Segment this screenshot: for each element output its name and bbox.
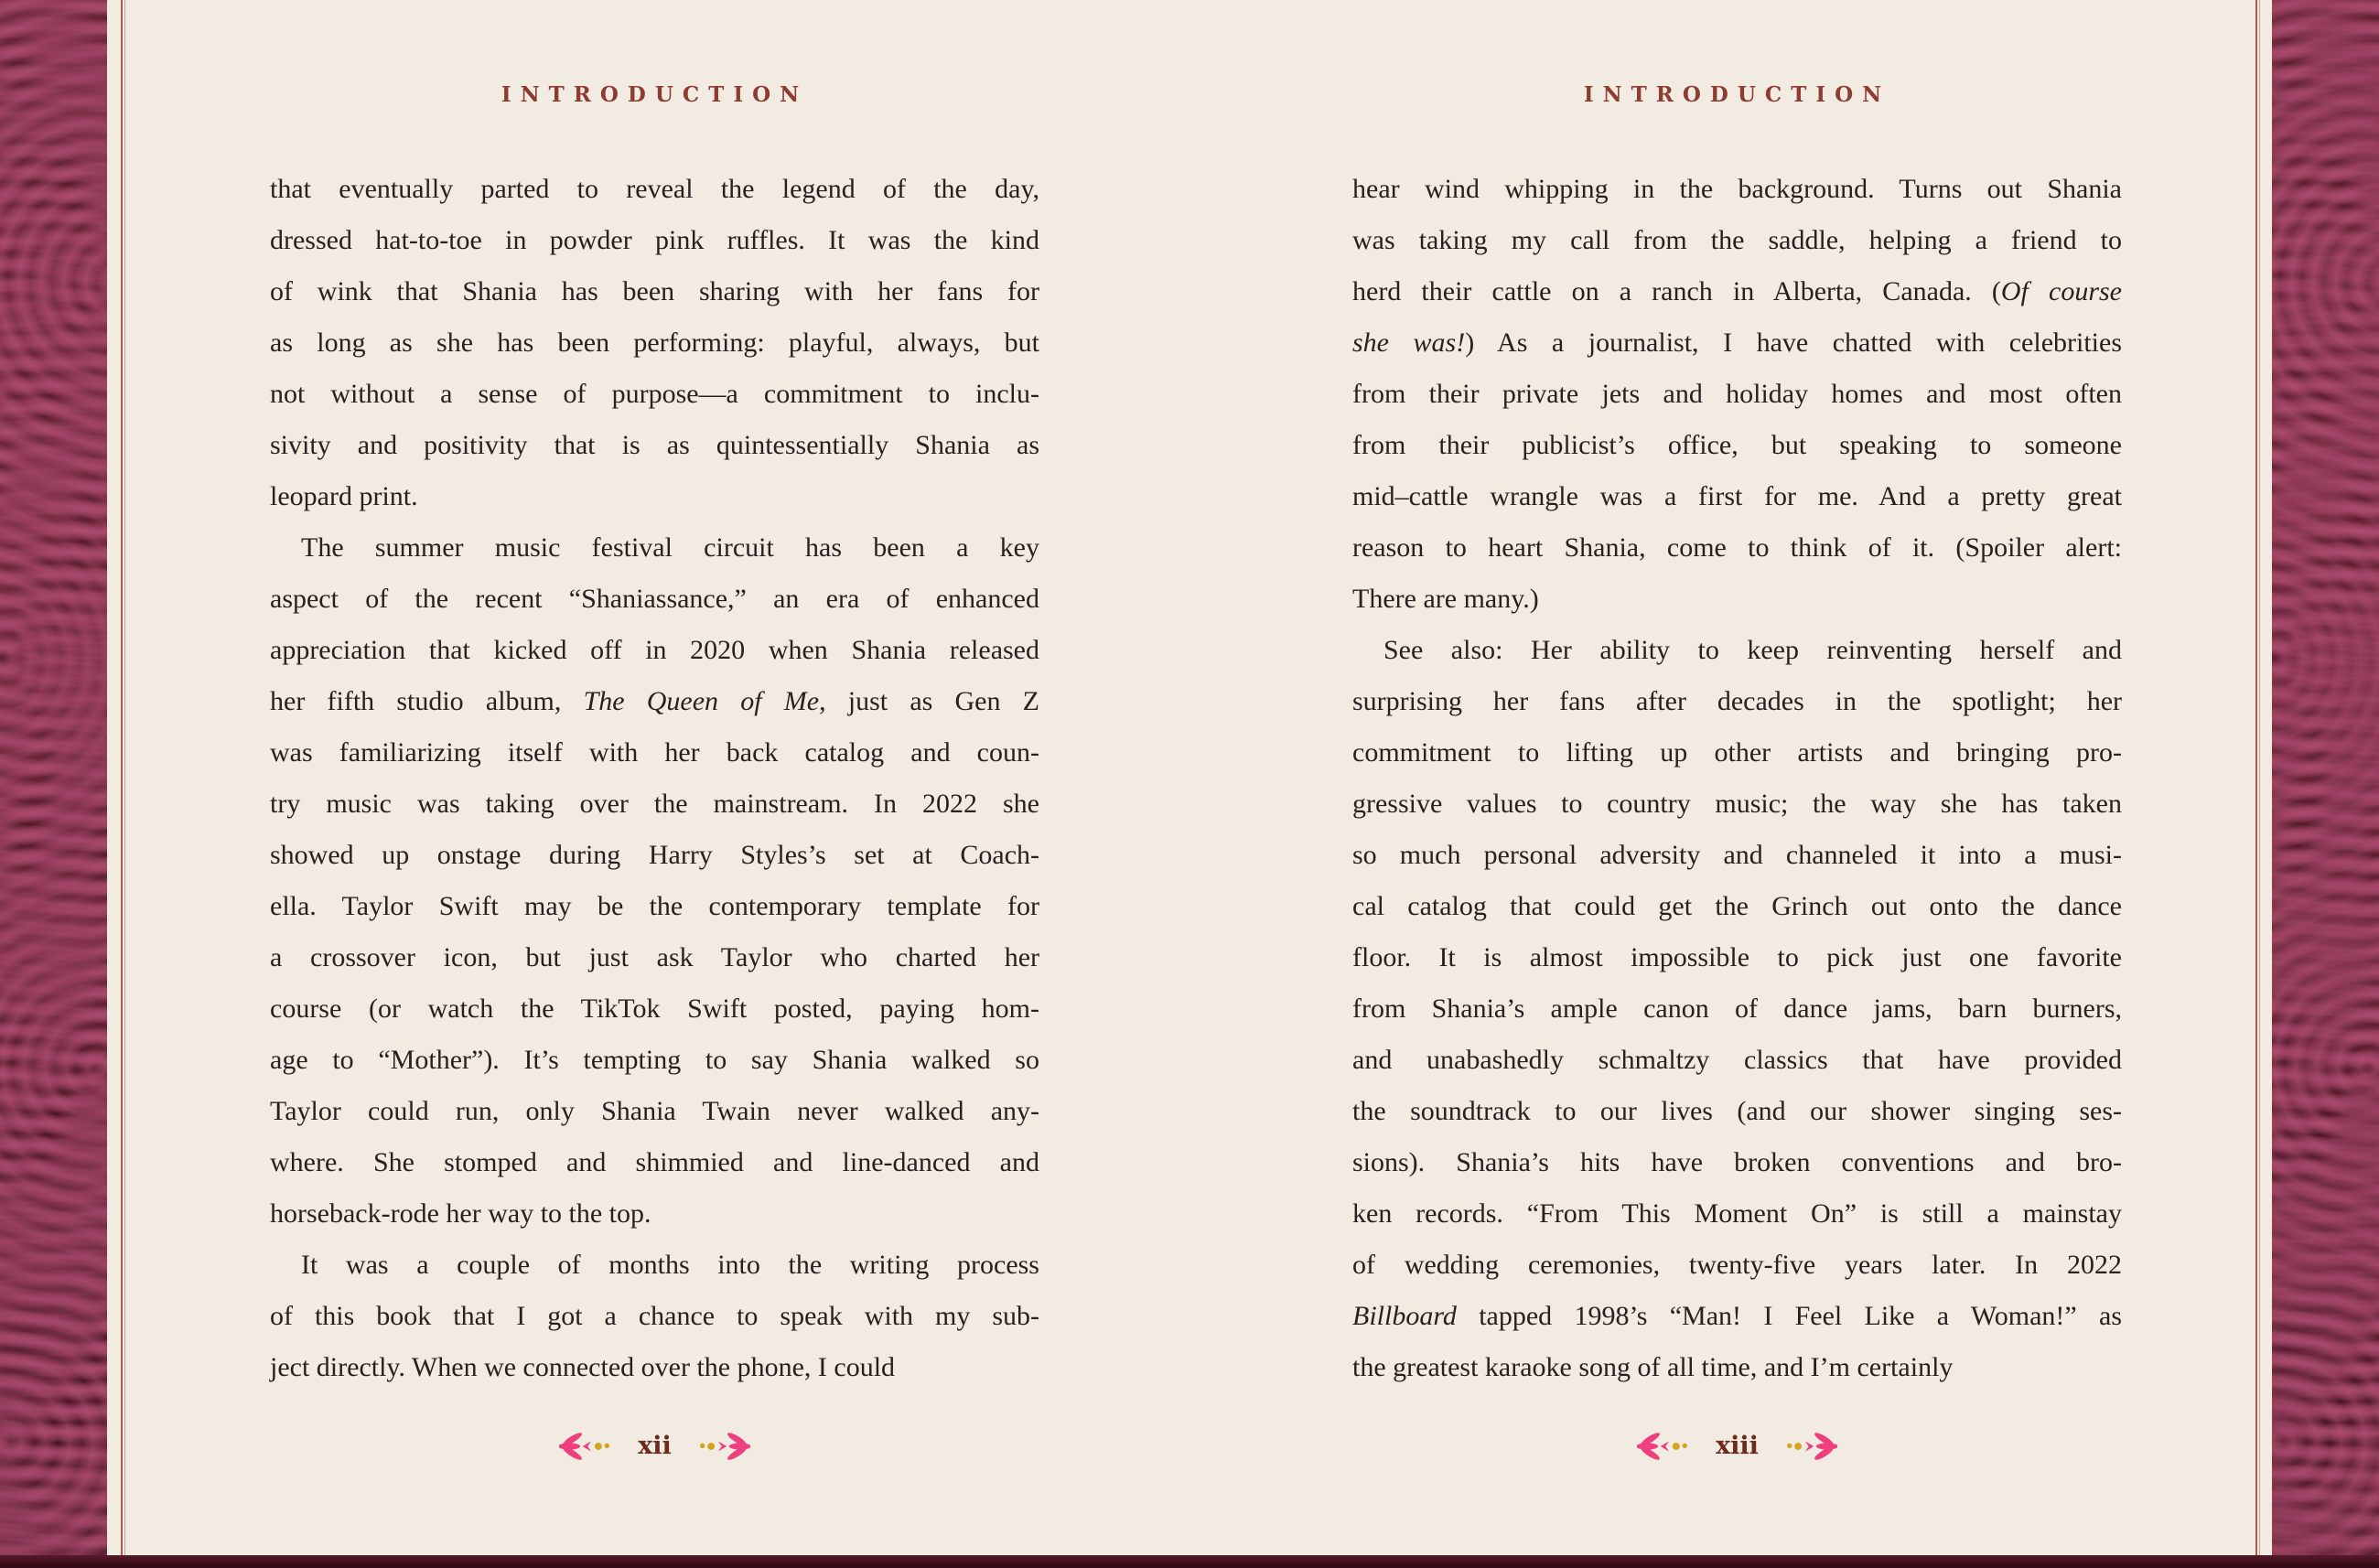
text-line: and unabashedly schmaltzy classics that have provided [1352, 1045, 2122, 1075]
text-line: so much personal adversity and channeled it into a musi- [1352, 840, 2122, 870]
left-page-edge-line [121, 0, 125, 1568]
text-line: age to “Mother”). It’s tempting to say Shania walked so [270, 1045, 1039, 1075]
text-line: ject directly. When we connected over the phone, I could [270, 1352, 896, 1382]
text-line: was familiarizing itself with her back catalog and coun- [270, 737, 1039, 768]
text-line: Taylor could run, only Shania Twain never walked any- [270, 1096, 1039, 1126]
text-line: leopard print. [270, 481, 418, 511]
text-line: was taking my call from the saddle, helping a friend to [1352, 225, 2122, 255]
text-line: not without a sense of purpose—a commitment to inclu- [270, 379, 1039, 409]
text-line: course (or watch the TikTok Swift posted, paying hom- [270, 993, 1039, 1024]
text-line: a crossover icon, but just ask Taylor who charted her [270, 942, 1039, 972]
page-footer [270, 1430, 1039, 1463]
text-line: There are many.) [1352, 584, 1539, 614]
running-head: INTRODUCTION [501, 82, 809, 107]
text-line: sions). Shania’s hits have broken conventions and bro- [1352, 1147, 2122, 1177]
text-line: the soundtrack to our lives (and our shower singing ses- [1352, 1096, 2122, 1126]
text-line: ken records. “From This Moment On” is still a mainstay [1352, 1198, 2122, 1229]
running-head: INTRODUCTION [1583, 82, 1891, 107]
floral-ornament-icon [1637, 1430, 1692, 1463]
text-line: dressed hat-to-toe in powder pink ruffles. It was the kind [270, 225, 1039, 255]
text-line: she was!) As a journalist, I have chatted with celebrities [1352, 328, 2122, 358]
text-line: gressive values to country music; the way she has taken [1352, 789, 2122, 819]
text-line: from Shania’s ample canon of dance jams, barn burners, [1352, 993, 2122, 1024]
text-line: that eventually parted to reveal the legend of the day, [270, 174, 1039, 204]
text-line: Billboard tapped 1998’s “Man! I Feel Like a Woman!” as [1352, 1301, 2122, 1331]
text-line: showed up onstage during Harry Styles’s set at Coach- [270, 840, 1039, 870]
text-line: appreciation that kicked off in 2020 when Shania released [270, 635, 1039, 665]
text-line: her fifth studio album, The Queen of Me, just as Gen Z [270, 686, 1040, 716]
text-line: where. She stomped and shimmied and line-danced and [270, 1147, 1039, 1177]
page-body [270, 164, 1039, 1393]
text-line: try music was taking over the mainstream. In 2022 she [270, 789, 1039, 819]
right-page-edge-line [2255, 0, 2260, 1568]
floral-ornament-icon [695, 1430, 750, 1463]
text-line: It was a couple of months into the writing process [301, 1250, 1039, 1280]
text-line: of wedding ceremonies, twenty-five years later. In 2022 [1352, 1250, 2122, 1280]
left-page [270, 71, 1039, 1463]
text-line: of wink that Shania has been sharing with her fans for [270, 276, 1039, 306]
text-line: aspect of the recent “Shaniassance,” an era of enhanced [270, 584, 1039, 614]
text-line: The summer music festival circuit has been a key [301, 532, 1039, 563]
text-line: the greatest karaoke song of all time, and I’m certainly [1352, 1352, 1954, 1382]
text-line: horseback-rode her way to the top. [270, 1198, 651, 1229]
text-line: ella. Taylor Swift may be the contemporary template for [270, 891, 1039, 921]
right-page [1352, 71, 2122, 1463]
text-line: surprising her fans after decades in the spotlight; her [1352, 686, 2122, 716]
text-line: of this book that I got a chance to speak with my sub- [270, 1301, 1039, 1331]
text-line: floor. It is almost impossible to pick just one favorite [1352, 942, 2122, 972]
text-line: mid–cattle wrangle was a first for me. And a pretty great [1352, 481, 2122, 511]
page-number: xiii [1716, 1432, 1759, 1460]
text-line: herd their cattle on a ranch in Alberta, Canada. (Of course [1352, 276, 2122, 306]
text-line: commitment to lifting up other artists and bringing pro- [1352, 737, 2122, 768]
floral-ornament-icon [559, 1430, 614, 1463]
right-leather-border [2272, 0, 2379, 1568]
book-bottom-edge [0, 1555, 2379, 1568]
text-line: from their publicist’s office, but speaking to someone [1352, 430, 2122, 460]
page-body [1352, 164, 2122, 1393]
text-line: as long as she has been performing: playful, always, but [270, 328, 1039, 358]
page-footer [1352, 1430, 2122, 1463]
text-line: reason to heart Shania, come to think of it. (Spoiler alert: [1352, 532, 2122, 563]
text-line: See also: Her ability to keep reinventing herself and [1383, 635, 2122, 665]
left-leather-border [0, 0, 107, 1568]
text-line: hear wind whipping in the background. Turns out Shania [1352, 174, 2122, 204]
text-line: from their private jets and holiday homes and most often [1352, 379, 2122, 409]
text-line: cal catalog that could get the Grinch out onto the dance [1352, 891, 2122, 921]
floral-ornament-icon [1782, 1430, 1837, 1463]
text-line: sivity and positivity that is as quintessentially Shania as [270, 430, 1039, 460]
page-number: xii [638, 1432, 672, 1460]
